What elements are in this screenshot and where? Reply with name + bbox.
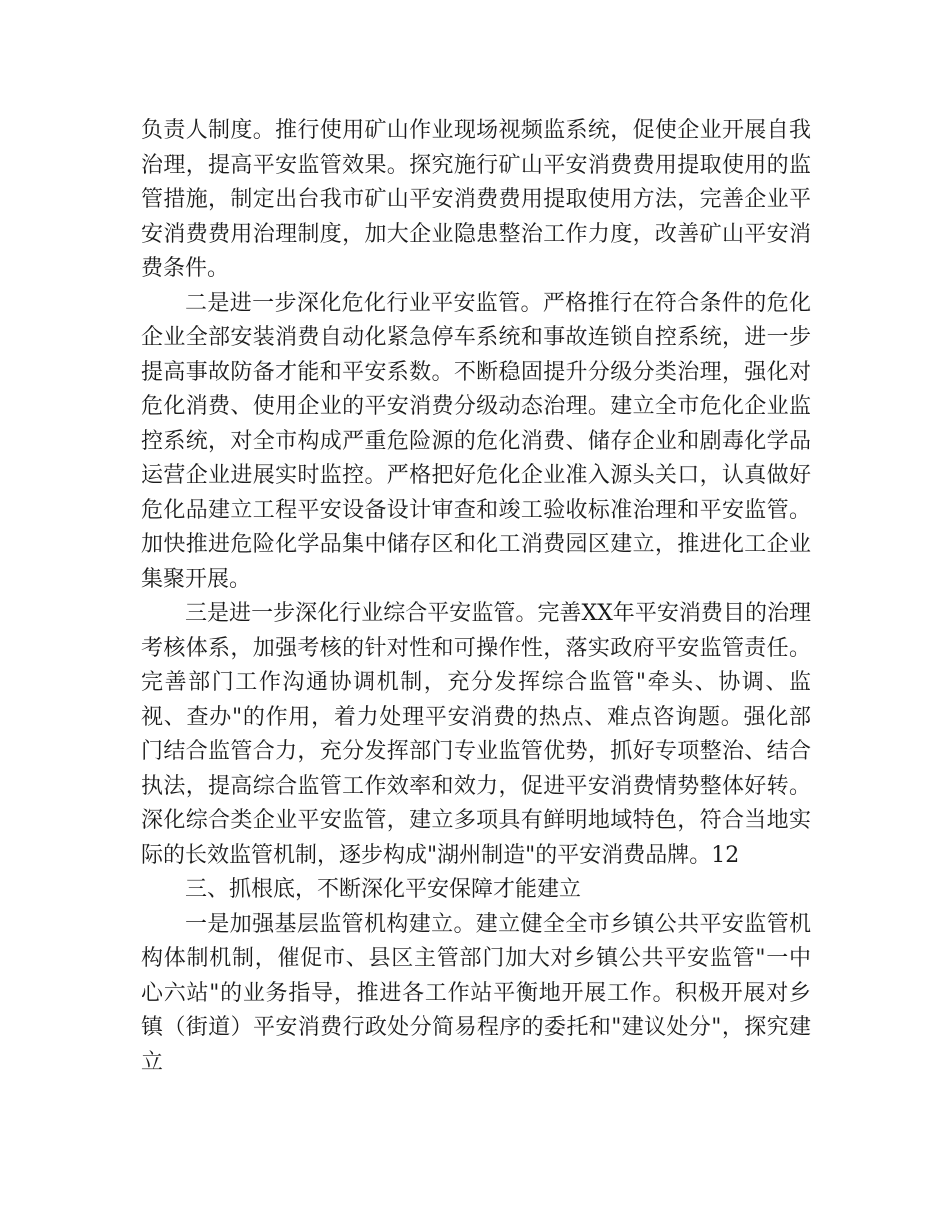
section-heading: 三、抓根底，不断深化平安保障才能建立: [185, 877, 582, 902]
paragraph-4: 一是加强基层监管机构建立。建立健全全市乡镇公共平安监管机构体制机制，催促市、县区主管部门加大对乡镇公共平安监管"一中心六站"的业务指导，推进各工作站平衡地开展工作。积极开展对乡镇（街道）平安消费行政处分简易程序的委托和"建议处分"，探究建立: [141, 911, 811, 1075]
paragraph-3: 三是进一步深化行业综合平安监管。完善XX年平安消费目的治理考核体系，加强考核的针对性和可操作性，落实政府平安监管责任。完善部门工作沟通协调机制，充分发挥综合监管"牵头、协调、监视、查办"的作用，着力处理平安消费的热点、难点咨询题。强化部门结合监管合力，充分发挥部门专业监管优势，抓好专项整治、结合执法，提高综合监管工作效率和效力，促进平安消费情势整体好转。深化综合类企业平安监管，建立多项具有鲜明地域特色，符合当地实际的长效监管机制，逐步构成"湖州制造"的平安消费品牌。12: [141, 601, 811, 868]
paragraph-2: 二是进一步深化危化行业平安监管。严格推行在符合条件的危化企业全部安装消费自动化紧急停车系统和事故连锁自控系统，进一步提高事故防备才能和平安系数。不断稳固提升分级分类治理，强化对危化消费、使用企业的平安消费分级动态治理。建立全市危化企业监控系统，对全市构成严重危险源的危化消费、储存企业和剧毒化学品运营企业进展实时监控。严格把好危化企业准入源头关口，认真做好危化品建立工程平安设备设计审查和竣工验收标准治理和平安监管。加快推进危险化学品集中储存区和化工消费园区建立，推进化工企业集聚开展。: [141, 290, 811, 592]
paragraph-1: 负责人制度。推行使用矿山作业现场视频监系统，促使企业开展自我治理，提高平安监管效果。探究施行矿山平安消费费用提取使用的监管措施，制定出台我市矿山平安消费费用提取使用方法，完善企业平安消费费用治理制度，加大企业隐患整治工作力度，改善矿山平安消费条件。: [141, 118, 811, 281]
document-body: [141, 114, 811, 1080]
